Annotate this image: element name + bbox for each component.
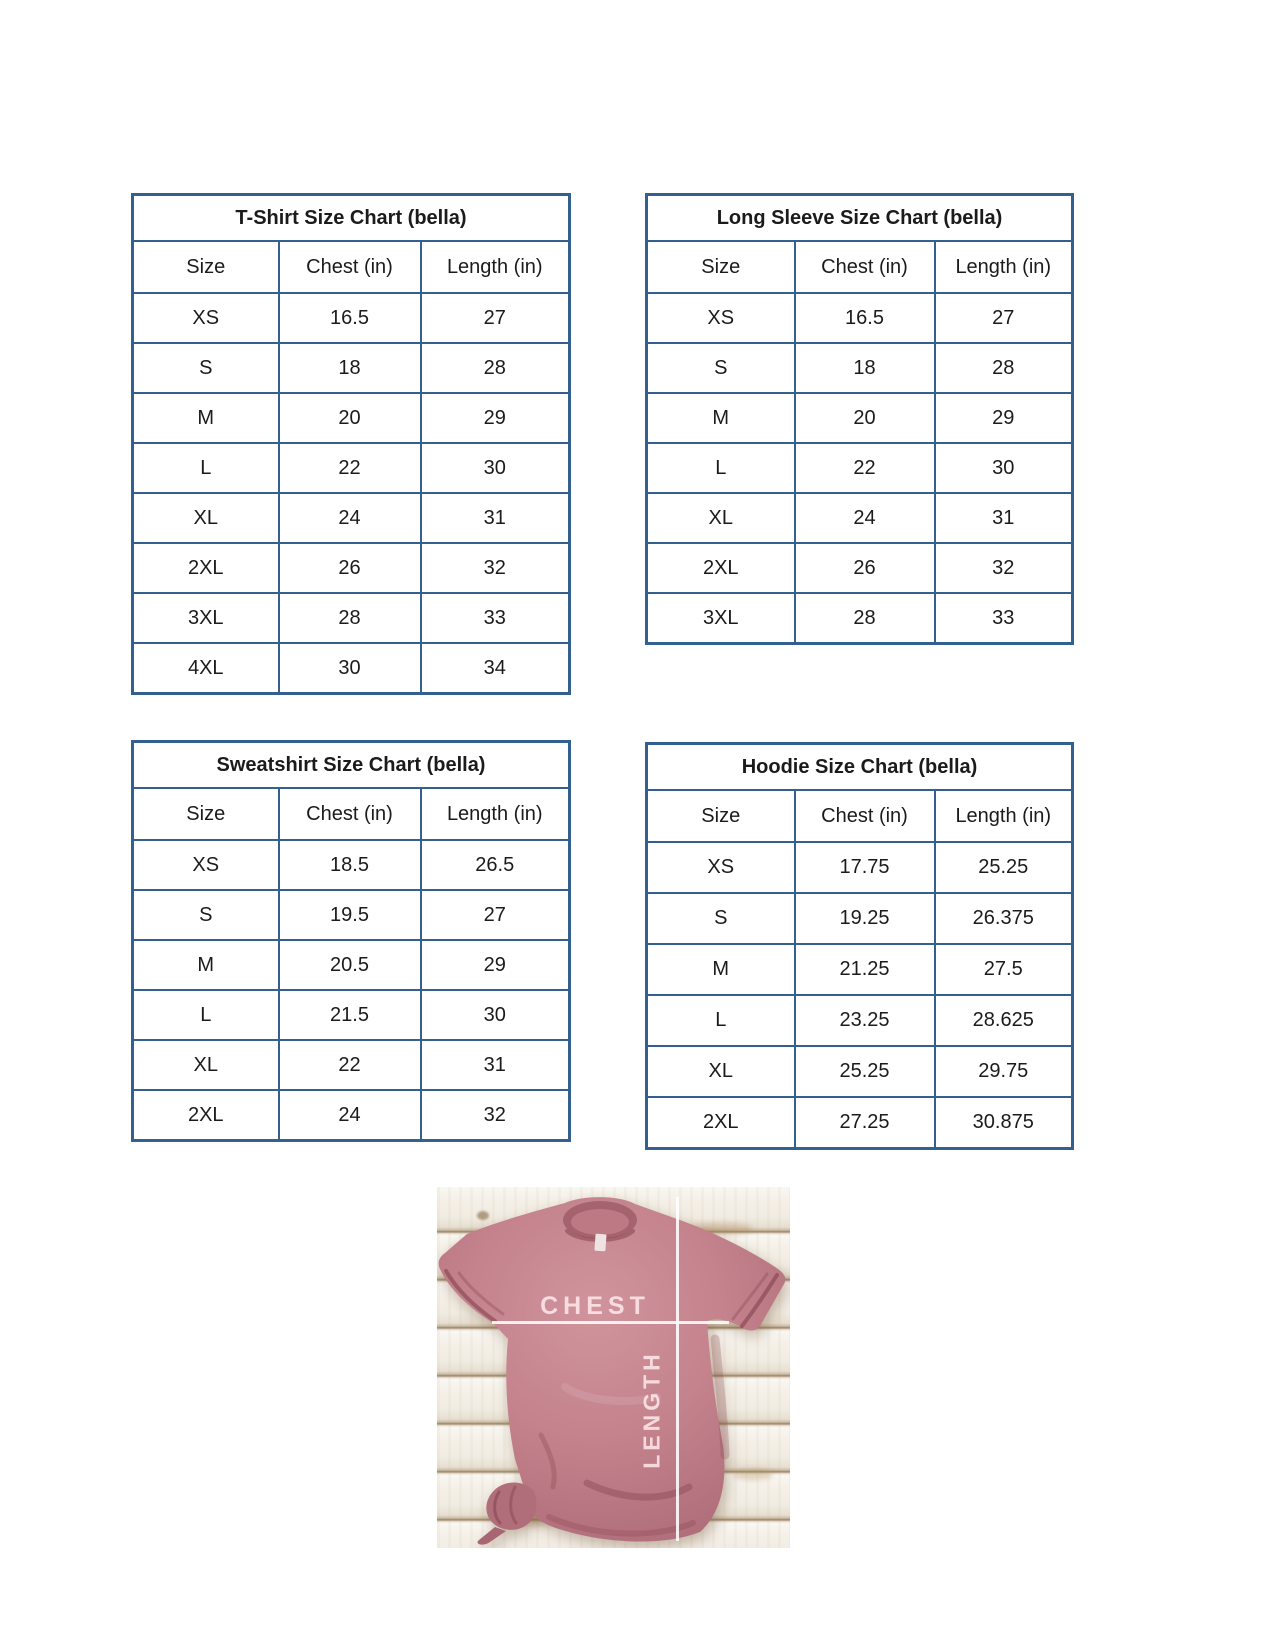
table-cell: 31 [421,493,570,543]
table-row [133,293,570,343]
column-header: Length (in) [935,241,1073,293]
table-cell: XS [647,842,795,893]
table-row [133,940,570,990]
tshirt-size-table [131,193,571,695]
chest-label: CHEST [540,1292,650,1320]
table-cell: 19.25 [795,893,935,944]
table-row [133,990,570,1040]
table-cell: 27 [421,890,570,940]
table-cell: 26.5 [421,840,570,890]
table-cell: 18 [279,343,421,393]
column-header: Length (in) [421,788,570,840]
table-row [647,293,1073,343]
table-row [647,393,1073,443]
table-cell: 31 [421,1040,570,1090]
table-cell: 33 [935,593,1073,644]
table-row [647,995,1073,1046]
table-cell: 29 [935,393,1073,443]
table-cell: 19.5 [279,890,421,940]
table-cell: M [133,393,279,443]
sweatshirt-size-table [131,740,571,1142]
table-cell: XL [133,1040,279,1090]
table-cell: 32 [935,543,1073,593]
table-cell: XS [647,293,795,343]
table-cell: 22 [279,443,421,493]
table-cell: L [133,443,279,493]
table-row [647,1046,1073,1097]
table-cell: 29.75 [935,1046,1073,1097]
table-cell: 30 [935,443,1073,493]
table-cell: 22 [795,443,935,493]
table-row [647,1097,1073,1149]
table-cell: L [647,443,795,493]
table-row [133,543,570,593]
column-header: Size [647,241,795,293]
table-cell: 3XL [133,593,279,643]
table-cell: 3XL [647,593,795,644]
table-row [647,944,1073,995]
tshirt-illustration [437,1187,790,1548]
table-row [647,842,1073,893]
table-title: Hoodie Size Chart (bella) [647,744,1073,791]
long-sleeve-size-table [645,193,1074,645]
table-cell: 4XL [133,643,279,694]
table-cell: 2XL [133,1090,279,1141]
table-cell: 2XL [647,1097,795,1149]
table-cell: 31 [935,493,1073,543]
table-cell: 18 [795,343,935,393]
table-cell: XS [133,293,279,343]
table-cell: 2XL [647,543,795,593]
table-cell: 26 [795,543,935,593]
column-header: Chest (in) [279,241,421,293]
column-header: Length (in) [935,790,1073,842]
table-cell: M [647,393,795,443]
table-cell: S [647,893,795,944]
table-header-row [647,790,1073,842]
table-cell: 29 [421,393,570,443]
table-row [133,1090,570,1141]
table-row [647,493,1073,543]
table-cell: 16.5 [795,293,935,343]
table-title: Sweatshirt Size Chart (bella) [133,742,570,789]
column-header: Size [133,241,279,293]
table-row [133,890,570,940]
table-cell: S [647,343,795,393]
table-cell: 2XL [133,543,279,593]
hoodie-size-table [645,742,1074,1150]
column-header: Size [133,788,279,840]
table-cell: 24 [279,1090,421,1141]
table-title-row [133,195,570,242]
table-title: Long Sleeve Size Chart (bella) [647,195,1073,242]
table-cell: 25.25 [935,842,1073,893]
table-cell: 17.75 [795,842,935,893]
table-cell: 22 [279,1040,421,1090]
table-cell: XS [133,840,279,890]
table-header-row [133,788,570,840]
chest-measure-line [492,1321,729,1324]
table-title-row [647,744,1073,791]
table-cell: 34 [421,643,570,694]
table-cell: S [133,890,279,940]
size-measurement-photo [437,1187,790,1548]
table-row [133,643,570,694]
length-label: LENGTH [638,1350,665,1469]
table-cell: XL [647,493,795,543]
table-cell: 30.875 [935,1097,1073,1149]
table-row [647,893,1073,944]
table-cell: 20 [279,393,421,443]
table-cell: 33 [421,593,570,643]
table-header-row [647,241,1073,293]
table-cell: L [133,990,279,1040]
table-cell: 18.5 [279,840,421,890]
table-cell: 25.25 [795,1046,935,1097]
table-cell: 29 [421,940,570,990]
table-header-row [133,241,570,293]
table-cell: 28 [795,593,935,644]
table-cell: M [647,944,795,995]
table-cell: 26 [279,543,421,593]
table-title: T-Shirt Size Chart (bella) [133,195,570,242]
table-cell: 28 [279,593,421,643]
table-row [133,493,570,543]
table-cell: S [133,343,279,393]
table-row [647,593,1073,644]
column-header: Chest (in) [279,788,421,840]
table-cell: 28.625 [935,995,1073,1046]
table-cell: 32 [421,1090,570,1141]
table-row [133,593,570,643]
table-cell: XL [647,1046,795,1097]
table-cell: 30 [421,443,570,493]
column-header: Length (in) [421,241,570,293]
table-cell: 24 [795,493,935,543]
table-row [133,343,570,393]
table-row [647,543,1073,593]
table-title-row [133,742,570,789]
column-header: Chest (in) [795,790,935,842]
column-header: Chest (in) [795,241,935,293]
table-row [133,443,570,493]
table-cell: 27 [935,293,1073,343]
table-row [647,343,1073,393]
table-cell: 27.25 [795,1097,935,1149]
table-cell: 32 [421,543,570,593]
table-cell: 28 [421,343,570,393]
table-cell: L [647,995,795,1046]
table-cell: 27.5 [935,944,1073,995]
table-title-row [647,195,1073,242]
table-cell: 20.5 [279,940,421,990]
table-cell: 30 [421,990,570,1040]
table-cell: 27 [421,293,570,343]
column-header: Size [647,790,795,842]
length-measure-line [676,1197,679,1541]
table-cell: 16.5 [279,293,421,343]
table-row [647,443,1073,493]
table-cell: 26.375 [935,893,1073,944]
table-cell: 24 [279,493,421,543]
table-cell: M [133,940,279,990]
table-cell: 21.5 [279,990,421,1040]
table-cell: 23.25 [795,995,935,1046]
table-cell: 21.25 [795,944,935,995]
table-row [133,840,570,890]
table-row [133,393,570,443]
table-cell: 20 [795,393,935,443]
table-row [133,1040,570,1090]
table-cell: XL [133,493,279,543]
table-cell: 28 [935,343,1073,393]
table-cell: 30 [279,643,421,694]
